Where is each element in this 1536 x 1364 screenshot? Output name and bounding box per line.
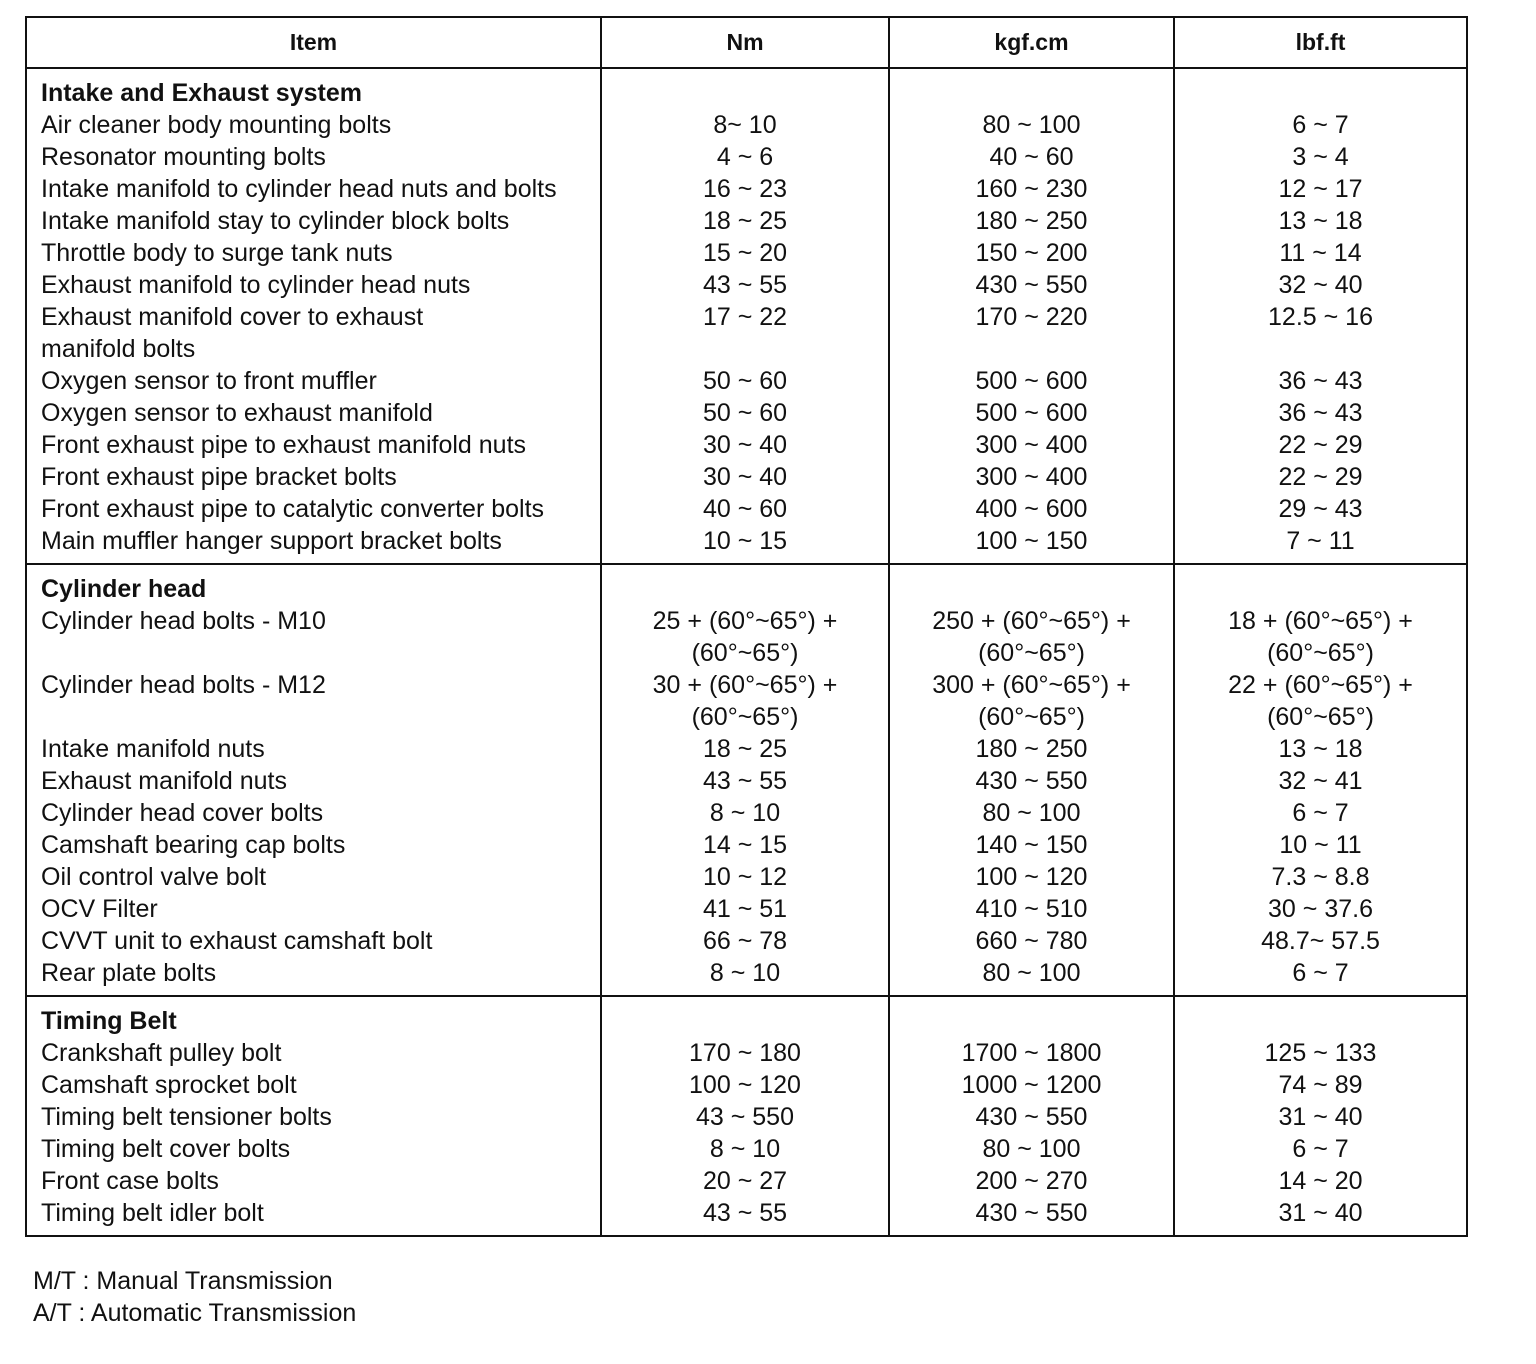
item-cell: Cylinder head bolts - M12 [41, 671, 326, 699]
nm-cell: 100 ~ 120 [689, 1071, 801, 1099]
nm-cell: 16 ~ 23 [702, 175, 788, 203]
nm-cell: 4 ~ 6 [716, 143, 774, 171]
header-item: Item [27, 18, 602, 67]
item-cell: Cylinder head bolts - M10 [41, 607, 326, 635]
item-cell: Resonator mounting bolts [41, 143, 326, 171]
nm-cell: 50 ~ 60 [702, 399, 788, 427]
kgfcm-cell: 170 ~ 220 [975, 303, 1088, 331]
lbfft-cell: 12.5 ~ 16 [1268, 303, 1373, 331]
lbfft-column [1175, 997, 1466, 1235]
lbfft-cell: 7 ~ 11 [1286, 527, 1355, 555]
nm-cell: (60°~65°) [691, 703, 799, 731]
lbfft-cell: 32 ~ 41 [1278, 767, 1363, 795]
lbfft-cell: 32 ~ 40 [1278, 271, 1363, 299]
nm-cell: 18 ~ 25 [702, 207, 788, 235]
lbfft-cell: 7.3 ~ 8.8 [1271, 863, 1370, 891]
table-body [27, 69, 1466, 1235]
item-cell: Exhaust manifold nuts [41, 767, 287, 795]
kgfcm-cell: 660 ~ 780 [975, 927, 1088, 955]
nm-cell: 10 ~ 12 [702, 863, 788, 891]
item-column [27, 997, 602, 1235]
nm-cell: 8 ~ 10 [709, 959, 781, 987]
empty-cell [27, 637, 600, 669]
header-nm: Nm [602, 18, 890, 67]
item-cell: manifold bolts [41, 335, 196, 363]
lbfft-cell: 36 ~ 43 [1278, 367, 1363, 395]
lbfft-cell: (60°~65°) [1267, 639, 1374, 667]
nm-cell: 15 ~ 20 [702, 239, 788, 267]
empty-cell [602, 333, 888, 365]
lbfft-cell: 18 + (60°~65°) + [1228, 607, 1413, 635]
kgfcm-cell: 400 ~ 600 [975, 495, 1088, 523]
kgfcm-cell: (60°~65°) [978, 703, 1085, 731]
kgfcm-cell: 160 ~ 230 [975, 175, 1088, 203]
table-section [27, 997, 1466, 1235]
nm-cell: 25 + (60°~65°) + [652, 607, 838, 635]
nm-cell: 30 ~ 40 [702, 431, 788, 459]
item-cell: Air cleaner body mounting bolts [41, 111, 392, 139]
lbfft-cell: 30 ~ 37.6 [1268, 895, 1373, 923]
item-cell: Main muffler hanger support bracket bolts [41, 527, 502, 555]
item-cell: Front exhaust pipe to exhaust manifold nuts [41, 431, 527, 459]
torque-spec-table [25, 16, 1468, 1237]
empty-cell [890, 333, 1173, 365]
lbfft-cell: 31 ~ 40 [1278, 1103, 1363, 1131]
item-cell: Throttle body to surge tank nuts [41, 239, 393, 267]
table-header-row [27, 18, 1466, 69]
kgfcm-cell: 140 ~ 150 [975, 831, 1088, 859]
nm-cell: 18 ~ 25 [702, 735, 788, 763]
lbfft-cell: 14 ~ 20 [1278, 1167, 1363, 1195]
item-cell: Intake manifold to cylinder head nuts and bolts [41, 175, 557, 203]
item-cell: Front exhaust pipe bracket bolts [41, 463, 397, 491]
lbfft-cell: 10 ~ 11 [1279, 831, 1362, 859]
lbfft-cell: 11 ~ 14 [1279, 239, 1362, 267]
item-cell: CVVT unit to exhaust camshaft bolt [41, 927, 433, 955]
kgfcm-cell: 500 ~ 600 [975, 367, 1088, 395]
kgfcm-cell: 300 ~ 400 [975, 463, 1088, 491]
item-cell: Oxygen sensor to exhaust manifold [41, 399, 433, 427]
nm-cell: 30 ~ 40 [702, 463, 788, 491]
nm-cell: 30 + (60°~65°) + [652, 671, 838, 699]
kgfcm-cell: 180 ~ 250 [975, 735, 1088, 763]
kgfcm-cell: 500 ~ 600 [975, 399, 1088, 427]
kgfcm-cell: 180 ~ 250 [975, 207, 1088, 235]
nm-cell: 8 ~ 10 [709, 1135, 781, 1163]
lbfft-cell: 74 ~ 89 [1278, 1071, 1363, 1099]
nm-cell: 10 ~ 15 [702, 527, 788, 555]
kgfcm-cell: 430 ~ 550 [975, 767, 1088, 795]
lbfft-cell: 48.7~ 57.5 [1261, 927, 1380, 955]
nm-column [602, 69, 890, 563]
nm-cell: (60°~65°) [691, 639, 799, 667]
empty-cell [1175, 333, 1466, 365]
item-cell: Oxygen sensor to front muffler [41, 367, 377, 395]
nm-cell: 50 ~ 60 [702, 367, 788, 395]
nm-column [602, 997, 890, 1235]
legend-line-mt: M/T : Manual Transmission [33, 1267, 333, 1295]
kgfcm-cell: 430 ~ 550 [975, 1103, 1088, 1131]
item-cell: Cylinder head cover bolts [41, 799, 324, 827]
section-title: Timing Belt [41, 1007, 177, 1035]
kgfcm-column [890, 997, 1175, 1235]
item-cell: Rear plate bolts [41, 959, 217, 987]
nm-cell: 17 ~ 22 [702, 303, 788, 331]
item-cell: Camshaft sprocket bolt [41, 1071, 297, 1099]
lbfft-cell: 6 ~ 7 [1292, 1135, 1349, 1163]
kgfcm-cell: 300 + (60°~65°) + [932, 671, 1131, 699]
lbfft-cell: 36 ~ 43 [1278, 399, 1363, 427]
kgfcm-cell: 40 ~ 60 [989, 143, 1074, 171]
nm-cell: 43 ~ 55 [702, 271, 788, 299]
item-cell: Timing belt cover bolts [41, 1135, 291, 1163]
lbfft-column [1175, 69, 1466, 563]
header-lbfft: lbf.ft [1295, 29, 1346, 55]
nm-cell: 41 ~ 51 [702, 895, 788, 923]
kgfcm-cell: 300 ~ 400 [975, 431, 1088, 459]
kgfcm-cell: 1000 ~ 1200 [961, 1071, 1102, 1099]
nm-column [602, 565, 890, 995]
item-column [27, 565, 602, 995]
nm-cell: 66 ~ 78 [702, 927, 788, 955]
nm-cell: 43 ~ 55 [702, 767, 788, 795]
kgfcm-cell: 100 ~ 120 [975, 863, 1088, 891]
kgfcm-cell: 150 ~ 200 [975, 239, 1088, 267]
lbfft-cell: 31 ~ 40 [1278, 1199, 1363, 1227]
kgfcm-cell: 200 ~ 270 [975, 1167, 1088, 1195]
item-cell: OCV Filter [41, 895, 158, 923]
nm-cell: 43 ~ 55 [702, 1199, 788, 1227]
kgfcm-cell: 80 ~ 100 [982, 959, 1081, 987]
item-cell: Front case bolts [41, 1167, 219, 1195]
item-cell: Timing belt tensioner bolts [41, 1103, 332, 1131]
lbfft-cell: 125 ~ 133 [1264, 1039, 1377, 1067]
item-cell: Camshaft bearing cap bolts [41, 831, 346, 859]
kgfcm-cell: 80 ~ 100 [982, 799, 1081, 827]
nm-cell: 40 ~ 60 [702, 495, 788, 523]
lbfft-cell: 6 ~ 7 [1292, 959, 1349, 987]
lbfft-cell: 3 ~ 4 [1292, 143, 1349, 171]
section-title: Intake and Exhaust system [41, 79, 362, 107]
kgfcm-column [890, 69, 1175, 563]
legend [33, 1265, 356, 1329]
lbfft-cell: 12 ~ 17 [1278, 175, 1363, 203]
nm-cell: 8 ~ 10 [709, 799, 781, 827]
item-cell: Intake manifold stay to cylinder block bolts [41, 207, 510, 235]
lbfft-cell: (60°~65°) [1267, 703, 1374, 731]
item-column [27, 69, 602, 563]
section-title: Cylinder head [41, 575, 207, 603]
nm-cell: 170 ~ 180 [689, 1039, 801, 1067]
item-cell: Oil control valve bolt [41, 863, 267, 891]
legend-line-at: A/T : Automatic Transmission [33, 1299, 357, 1327]
nm-cell: 20 ~ 27 [702, 1167, 788, 1195]
item-cell: Exhaust manifold cover to exhaust [41, 303, 424, 331]
lbfft-cell: 6 ~ 7 [1292, 111, 1349, 139]
lbfft-cell: 6 ~ 7 [1292, 799, 1349, 827]
kgfcm-cell: 430 ~ 550 [975, 1199, 1088, 1227]
lbfft-cell: 22 ~ 29 [1278, 431, 1363, 459]
kgfcm-cell: 1700 ~ 1800 [961, 1039, 1102, 1067]
item-cell: Front exhaust pipe to catalytic converter bolts [41, 495, 545, 523]
lbfft-cell: 13 ~ 18 [1278, 207, 1363, 235]
kgfcm-cell: 80 ~ 100 [982, 1135, 1081, 1163]
table-section [27, 565, 1466, 997]
header-kgfcm: kgf.cm [890, 18, 1175, 67]
lbfft-cell: 22 ~ 29 [1278, 463, 1363, 491]
nm-cell: 43 ~ 550 [695, 1103, 794, 1131]
kgfcm-cell: 80 ~ 100 [982, 111, 1081, 139]
lbfft-cell: 13 ~ 18 [1278, 735, 1363, 763]
empty-cell [27, 701, 600, 733]
kgfcm-cell: (60°~65°) [978, 639, 1085, 667]
item-cell: Exhaust manifold to cylinder head nuts [41, 271, 471, 299]
item-cell: Intake manifold nuts [41, 735, 265, 763]
lbfft-cell: 22 + (60°~65°) + [1228, 671, 1413, 699]
nm-cell: 14 ~ 15 [702, 831, 788, 859]
item-cell: Timing belt idler bolt [41, 1199, 264, 1227]
kgfcm-column [890, 565, 1175, 995]
lbfft-cell: 29 ~ 43 [1278, 495, 1363, 523]
kgfcm-cell: 250 + (60°~65°) + [932, 607, 1131, 635]
nm-cell: 8~ 10 [713, 111, 777, 139]
item-cell: Crankshaft pulley bolt [41, 1039, 282, 1067]
lbfft-column [1175, 565, 1466, 995]
kgfcm-cell: 100 ~ 150 [975, 527, 1088, 555]
kgfcm-cell: 410 ~ 510 [975, 895, 1088, 923]
table-section [27, 69, 1466, 565]
kgfcm-cell: 430 ~ 550 [975, 271, 1088, 299]
